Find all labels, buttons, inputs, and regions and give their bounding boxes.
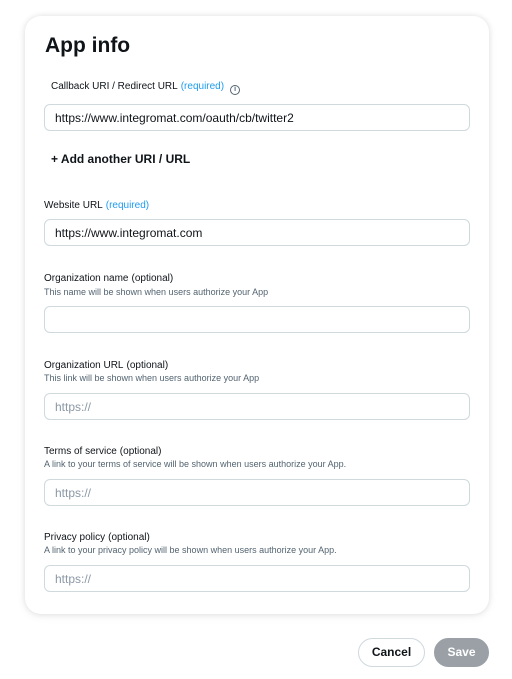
org-name-input[interactable] (44, 306, 470, 333)
privacy-url-input[interactable] (44, 565, 470, 592)
info-icon[interactable]: i (230, 85, 240, 95)
org-name-optional-tag: (optional) (131, 273, 174, 284)
org-name-label: Organization name (44, 273, 129, 284)
terms-optional-tag: (optional) (119, 446, 162, 457)
terms-label-row (44, 446, 162, 457)
callback-required-tag: (required) (180, 81, 225, 92)
save-button[interactable]: Save (434, 638, 489, 667)
cancel-button[interactable]: Cancel (358, 638, 425, 667)
terms-label: Terms of service (44, 446, 117, 457)
website-required-tag: (required) (105, 200, 150, 211)
website-url-input[interactable] (44, 219, 470, 246)
org-url-label: Organization URL (44, 360, 124, 371)
website-label: Website URL (44, 200, 103, 211)
privacy-optional-tag: (optional) (108, 532, 150, 543)
org-url-input[interactable] (44, 393, 470, 420)
org-url-label-row (44, 360, 168, 371)
callback-label-row (51, 81, 240, 95)
callback-label: Callback URI / Redirect URL (51, 81, 178, 92)
privacy-label-row (44, 532, 150, 543)
org-url-optional-tag: (optional) (126, 360, 169, 371)
add-another-uri-button[interactable]: + Add another URI / URL (51, 152, 191, 166)
terms-url-input[interactable] (44, 479, 470, 506)
org-name-label-row (44, 273, 173, 284)
terms-help: A link to your terms of service will be shown when users authorize your App. (44, 459, 347, 469)
callback-url-input[interactable] (44, 104, 470, 131)
app-info-card (25, 16, 489, 614)
page-title: App info (45, 34, 131, 57)
org-url-help: This link will be shown when users authorize your App (44, 373, 260, 383)
website-label-row (44, 200, 149, 211)
org-name-help: This name will be shown when users authorize your App (44, 287, 269, 297)
privacy-help: A link to your privacy policy will be shown when users authorize your App. (44, 545, 337, 555)
privacy-label: Privacy policy (44, 532, 106, 543)
